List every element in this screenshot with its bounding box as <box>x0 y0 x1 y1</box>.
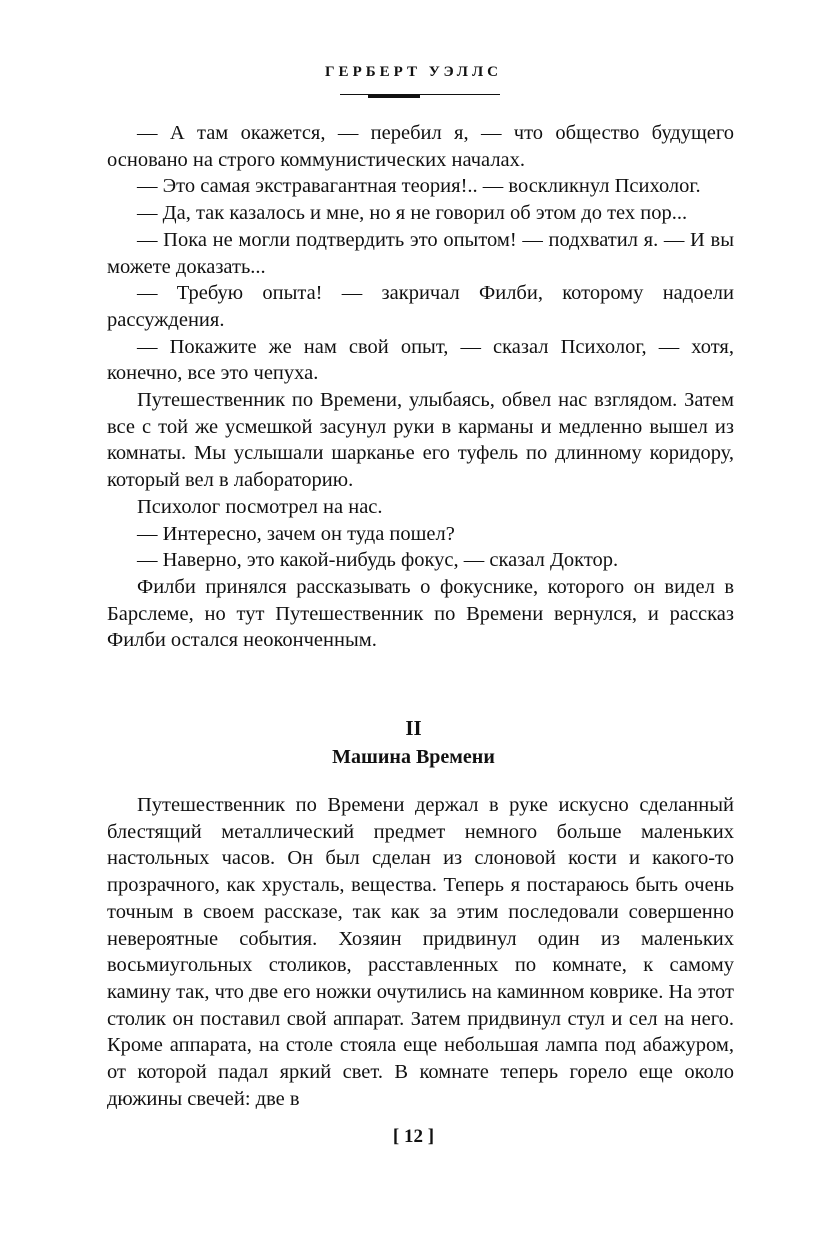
text-block-after-chapter <box>107 792 734 1112</box>
paragraph: — Да, так казалось и мне, но я не говорил об этом до тех пор... <box>137 202 688 225</box>
paragraph: — Требую опыта! — закричал Филби, которому надоели рассуждения. <box>107 282 734 331</box>
paragraph: Путешественник по Времени, улыбаясь, обвел нас взглядом. Затем все с той же усмешкой засунул руки в карманы и медленно вышел из комнаты. Мы услышали шарканье его туфель по длинному коридору, который вел в лабораторию. <box>107 389 734 492</box>
chapter-title: Машина Времени <box>332 746 495 768</box>
header-rule <box>340 94 500 95</box>
paragraph: — Покажите же нам свой опыт, — сказал Психолог, — хотя, конечно, все это чепуха. <box>107 335 734 385</box>
chapter-number: II <box>405 716 422 740</box>
page-number: [ 12 ] <box>392 1126 435 1147</box>
paragraph: — Пока не могли подтвердить это опытом! — подхватил я. — И вы можете доказать... <box>107 228 734 278</box>
paragraph: — Это самая экстравагантная теория!.. — воскликнул Психолог. <box>137 175 701 198</box>
paragraph: Филби принялся рассказывать о фокуснике, которого он видел в Барслеме, но тут Путешественник по Времени вернулся, и рассказ Филби остался неоконченным. <box>107 575 734 652</box>
header-rule-accent <box>368 94 420 98</box>
paragraph: Психолог посмотрел на нас. <box>137 495 383 518</box>
paragraph: Путешественник по Времени держал в руке искусно сделанный блестящий металлический предмет немного больше маленьких настольных часов. Он был сделан из слоновой кости и какого-то прозрачного, как хрусталь, вещества. Теперь я постараюсь быть очень точным в своем рассказе, так как за этим последовали совершенно невероятные события. Хозяин придвинул один из маленьких восьмиугольных столиков, расставленных по комнате, к самому камину так, что две его ножки очутились на каминном коврике. На этот столик он поставил свой аппарат. Затем придвинул стул и сел на него. Кроме аппарата, на столе стояла еще небольшая лампа под абажуром, от которой падал яркий свет. В комнате теперь горело еще около дюжины свечей: две в <box>107 794 734 1110</box>
paragraph: — А там окажется, — перебил я, — что общество будущего основано на строго коммунистических началах. <box>107 122 734 171</box>
paragraph: — Наверно, это какой-нибудь фокус, — сказал Доктор. <box>137 549 619 572</box>
text-block-before-chapter <box>107 120 734 654</box>
running-head: ГЕРБЕРТ УЭЛЛС <box>325 64 502 80</box>
paragraph: — Интересно, зачем он туда пошел? <box>137 522 455 545</box>
